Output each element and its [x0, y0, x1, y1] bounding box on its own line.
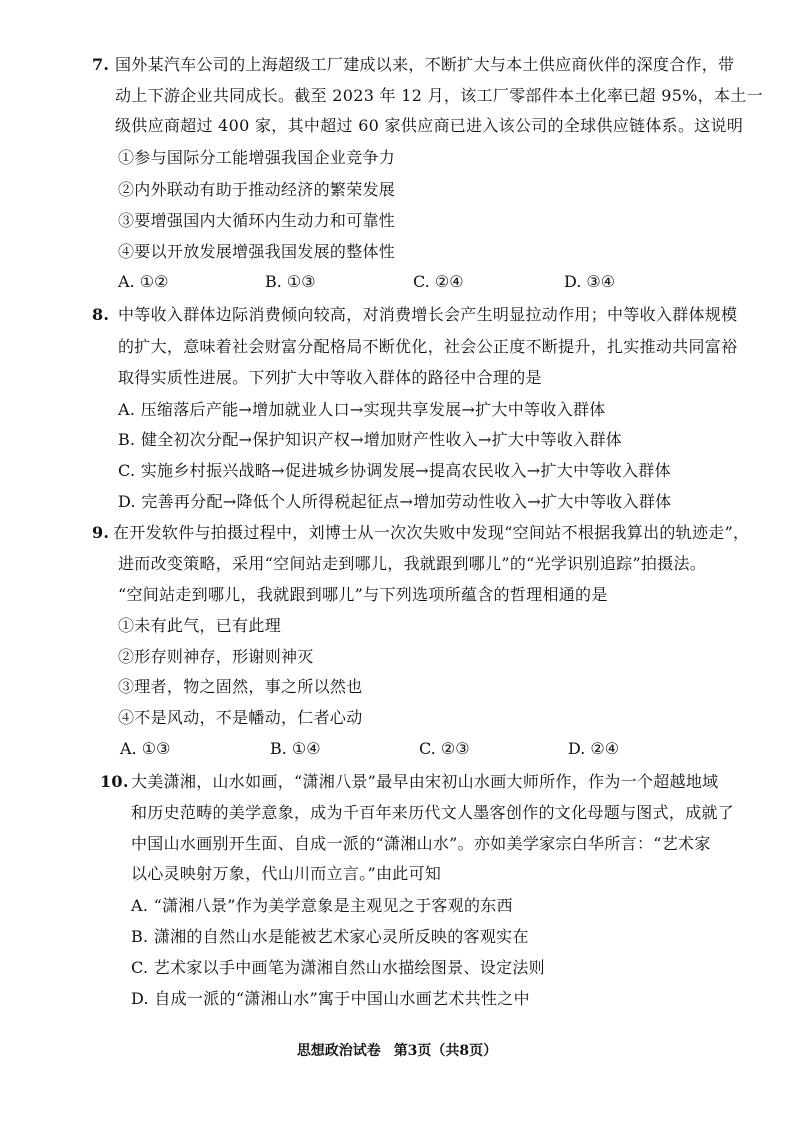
answer-option-d[interactable]: D. 自成一派的“潇湘山水”寓于中国山水画艺术共性之中 [131, 989, 530, 1008]
statement: ④不是风动，不是幡动，仁者心动 [118, 708, 363, 727]
question-stem-line: 级供应商超过 400 家，其中超过 60 家供应商已进入该公司的全球供应链体系。这说明 [115, 116, 744, 135]
answer-options [120, 739, 720, 759]
answer-option-c[interactable]: C. ②③ [419, 739, 470, 758]
question-number: 10. [100, 772, 129, 791]
question-stem-line: 进而改变策略，采用“空间站走到哪儿，我就跟到哪儿”的“光学识别追踪”拍摄法。 [118, 554, 707, 573]
statement: ④要以开放发展增强我国发展的整体性 [118, 242, 396, 261]
statement: ③要增强国内大循环内生动力和可靠性 [118, 211, 396, 230]
answer-option-d[interactable]: D. 完善再分配→降低个人所得税起征点→增加劳动性收入→扩大中等收入群体 [118, 492, 672, 511]
question-stem-line: 国外某汽车公司的上海超级工厂建成以来，不断扩大与本土供应商伙伴的深度合作，带 [115, 55, 735, 74]
answer-option-c[interactable]: C. ②④ [413, 272, 464, 291]
question-stem-line: 取得实质性进展。下列扩大中等收入群体的路径中合理的是 [118, 368, 542, 387]
footer-subject: 思想政治试卷 [296, 1043, 381, 1059]
answer-option-b[interactable]: B. 潇湘的自然山水是能被艺术家心灵所反映的客观实在 [131, 927, 529, 946]
question-stem-line: 的扩大，意味着社会财富分配格局不断优化，社会公正度不断提升，扎实推动共同富裕 [118, 337, 738, 356]
question-stem-line: 动上下游企业共同成长。截至 2023 年 12 月，该工厂零部件本土化率已超 95%，本土一 [115, 86, 763, 105]
answer-option-c[interactable]: C. 艺术家以手中画笔为潇湘自然山水描绘图景、设定法则 [131, 958, 545, 977]
answer-option-d[interactable]: D. ②④ [568, 739, 620, 758]
answer-option-b[interactable]: B. ①④ [270, 739, 321, 758]
answer-option-b[interactable]: B. ①③ [265, 272, 316, 291]
question-number: 8. [92, 305, 110, 324]
answer-option-a[interactable]: A. ①③ [120, 739, 171, 758]
question-number: 7. [92, 55, 110, 74]
statement: ③理者，物之固然，事之所以然也 [118, 677, 363, 696]
statement: ①未有此气，已有此理 [118, 616, 282, 635]
answer-option-a[interactable]: A. ①② [118, 272, 169, 291]
answer-option-b[interactable]: B. 健全初次分配→保护知识产权→增加财产性收入→扩大中等收入群体 [118, 430, 623, 449]
question-stem-line: “空间站走到哪儿，我就跟到哪儿”与下列选项所蕴含的哲理相通的是 [118, 585, 608, 604]
question-stem-line: 中等收入群体边际消费倾向较高，对消费增长会产生明显拉动作用；中等收入群体规模 [118, 305, 738, 324]
answer-option-d[interactable]: D. ③④ [564, 272, 616, 291]
question-stem-line: 中国山水画别开生面、自成一派的“潇湘山水”。亦如美学家宗白华所言：“艺术家 [131, 834, 711, 853]
footer-page-number: 第3页（共8页） [393, 1043, 498, 1059]
answer-option-a[interactable]: A. “潇湘八景”作为美学意象是主观见之于客观的东西 [131, 896, 513, 915]
statement: ②形存则神存，形谢则神灭 [118, 647, 314, 666]
page-footer [0, 1042, 794, 1060]
statement: ②内外联动有助于推动经济的繁荣发展 [118, 180, 396, 199]
answer-option-c[interactable]: C. 实施乡村振兴战略→促进城乡协调发展→提高农民收入→扩大中等收入群体 [118, 461, 671, 480]
question-stem-line: 大美潇湘，山水如画，“潇湘八景”最早由宋初山水画大师所作，作为一个超越地域 [131, 772, 719, 791]
statement: ①参与国际分工能增强我国企业竞争力 [118, 148, 396, 167]
question-stem-line: 在开发软件与拍摄过程中，刘博士从一次次失败中发现“空间站不根据我算出的轨迹走”， [113, 523, 750, 542]
answer-options [118, 272, 718, 292]
question-stem-line: 和历史范畴的美学意象，成为千百年来历代文人墨客创作的文化母题与图式，成就了 [131, 803, 735, 822]
answer-option-a[interactable]: A. 压缩落后产能→增加就业人口→实现共享发展→扩大中等收入群体 [118, 400, 606, 419]
question-stem-line: 以心灵映射万象，代山川而立言。”由此可知 [131, 864, 442, 883]
question-number: 9. [92, 523, 110, 542]
